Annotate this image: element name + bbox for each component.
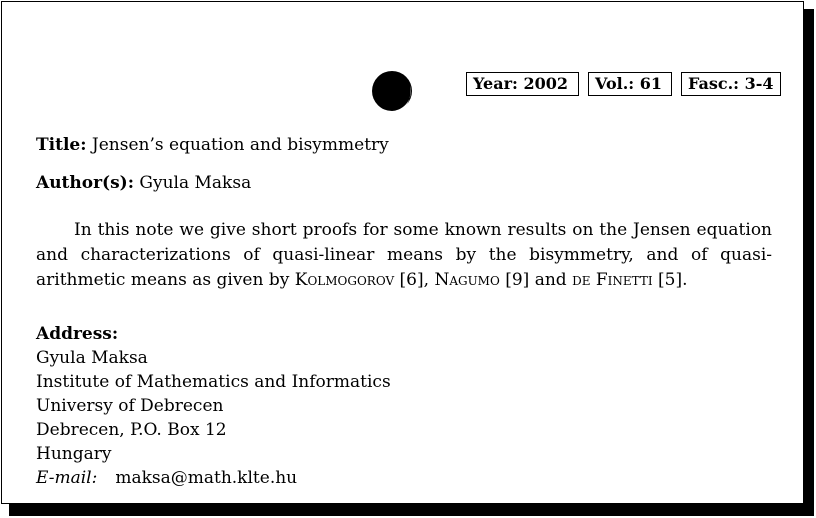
- volume-badge: Vol.: 61: [588, 72, 672, 96]
- address-label: Address:: [36, 324, 119, 344]
- moon-crescent-logo: [370, 69, 414, 113]
- title-line: [36, 135, 389, 155]
- address-block: [36, 322, 391, 490]
- fascicle-badge: Fasc.: 3-4: [681, 72, 781, 96]
- abstract-text: In this note we give short proofs for some known results on the Jensen equation and characterizations of quasi-linear means by the bisymmetry, and of quasi-arithmetic means as given by: [36, 220, 772, 290]
- author-line: [36, 173, 251, 193]
- author-name-kolmogorov: Kolmogorov: [294, 270, 395, 290]
- address-line: Institute of Mathematics and Informatics: [36, 372, 391, 392]
- author-label: Author(s):: [36, 173, 134, 193]
- ref-5: [5].: [652, 270, 688, 290]
- email-label: E-mail:: [36, 468, 98, 488]
- year-badge: Year: 2002: [466, 72, 579, 96]
- author-value: Gyula Maksa: [139, 173, 252, 193]
- ref-9: [9] and: [499, 270, 573, 290]
- author-name-nagumo: Nagumo: [434, 270, 500, 290]
- address-line: Universy of Debrecen: [36, 396, 224, 416]
- title-value: Jensen’s equation and bisymmetry: [91, 135, 389, 155]
- email-address[interactable]: maksa@math.klte.hu: [115, 468, 298, 488]
- email-line: [36, 466, 391, 490]
- title-label: Title:: [36, 135, 87, 155]
- abstract-paragraph: [36, 218, 772, 293]
- ref-6: [6],: [394, 270, 435, 290]
- address-line: Gyula Maksa: [36, 348, 148, 368]
- paper-card: [1, 1, 804, 504]
- author-name-de-finetti: de Finetti: [572, 270, 653, 290]
- address-line: Hungary: [36, 444, 112, 464]
- address-line: Debrecen, P.O. Box 12: [36, 420, 227, 440]
